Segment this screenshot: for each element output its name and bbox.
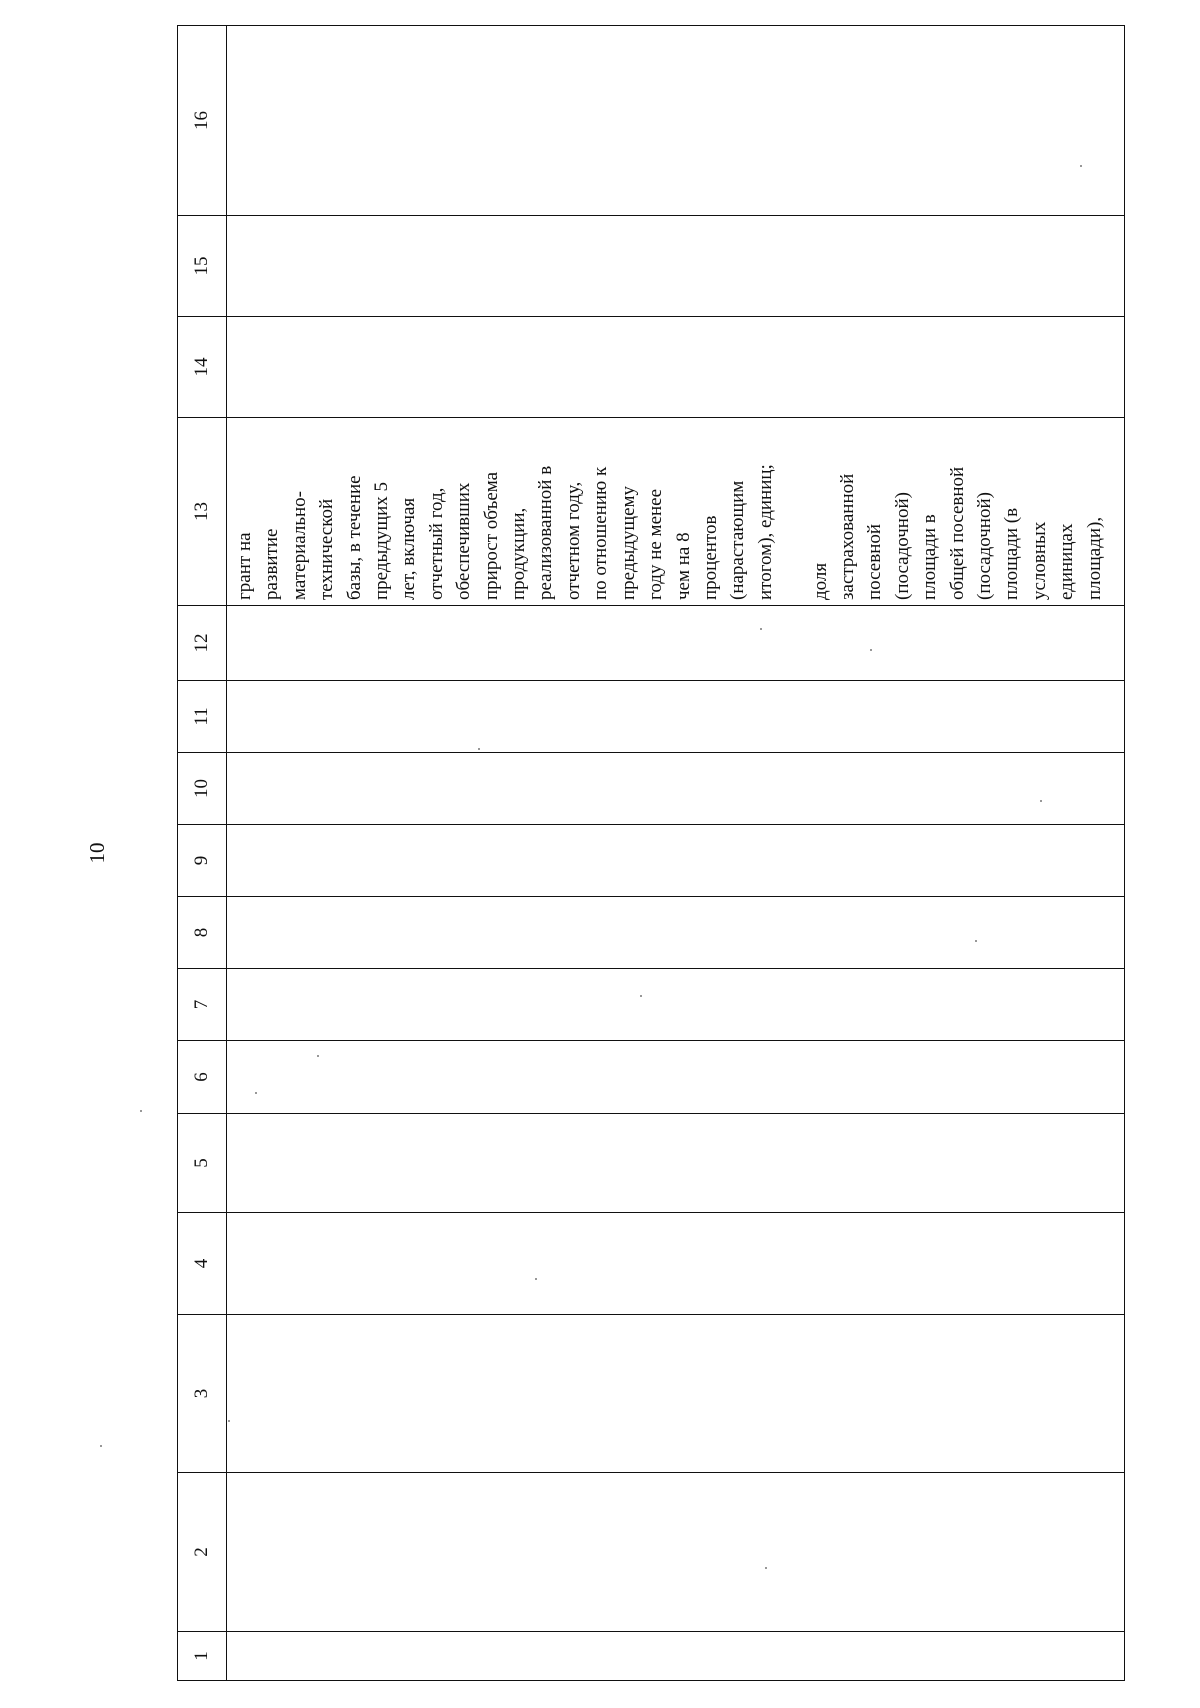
column-header: 12 — [178, 606, 227, 681]
table-cell — [227, 317, 1125, 418]
table-cell — [227, 681, 1125, 753]
table-cell — [227, 1632, 1125, 1681]
column-header: 3 — [178, 1315, 227, 1473]
scan-speck — [640, 995, 642, 997]
scan-speck — [535, 1278, 537, 1280]
scan-speck — [1040, 800, 1042, 802]
scan-speck — [870, 649, 872, 651]
column-header: 5 — [178, 1114, 227, 1213]
table-cell — [227, 216, 1125, 317]
table-cell — [227, 1213, 1125, 1315]
table-cell — [227, 606, 1125, 681]
column-header: 7 — [178, 969, 227, 1041]
column-header: 11 — [178, 681, 227, 753]
table-cell — [227, 825, 1125, 897]
scan-speck — [760, 628, 762, 630]
scan-speck — [317, 1055, 319, 1057]
table-cell — [227, 969, 1125, 1041]
table-row — [227, 26, 1125, 1681]
column13-text: грант на развитие материально- технической базы, в течение предыдущих 5 лет, включая отчетный год, обеспечивших прирост объема продукции, реализованной в отчетном году, по отношению к предыдущему году не менее чем на 8 процентов (нарастающим итогом), единиц; доля застрахованной посевной (посадочной) площади в общей посевной (посадочной) площади (в условных единицах площади), — [234, 464, 1105, 600]
column-header: 2 — [178, 1473, 227, 1632]
column-header: 10 — [178, 753, 227, 825]
scan-speck — [100, 1445, 102, 1447]
column-header: 9 — [178, 825, 227, 897]
scan-speck — [765, 1567, 767, 1569]
column-header: 13 — [178, 418, 227, 606]
rotated-table-container — [177, 26, 1124, 1681]
header-row — [178, 26, 227, 1681]
scan-speck — [255, 1092, 257, 1094]
data-table — [177, 25, 1125, 1681]
table-cell — [227, 753, 1125, 825]
scan-speck — [140, 1110, 142, 1112]
column-header: 16 — [178, 26, 227, 216]
column-header: 15 — [178, 216, 227, 317]
table-cell — [227, 1315, 1125, 1473]
table-cell — [227, 1041, 1125, 1114]
table-cell — [227, 26, 1125, 216]
column-header: 14 — [178, 317, 227, 418]
table-cell — [227, 897, 1125, 969]
scan-speck — [228, 1420, 230, 1422]
page-number: 10 — [85, 842, 109, 864]
column-header: 4 — [178, 1213, 227, 1315]
scan-speck — [975, 940, 977, 942]
table-cell-col13 — [227, 418, 1125, 606]
table-cell — [227, 1473, 1125, 1632]
column-header: 6 — [178, 1041, 227, 1114]
column-header: 8 — [178, 897, 227, 969]
column-header: 1 — [178, 1632, 227, 1681]
table-cell — [227, 1114, 1125, 1213]
scan-speck — [1080, 165, 1082, 167]
scan-speck — [478, 748, 480, 750]
